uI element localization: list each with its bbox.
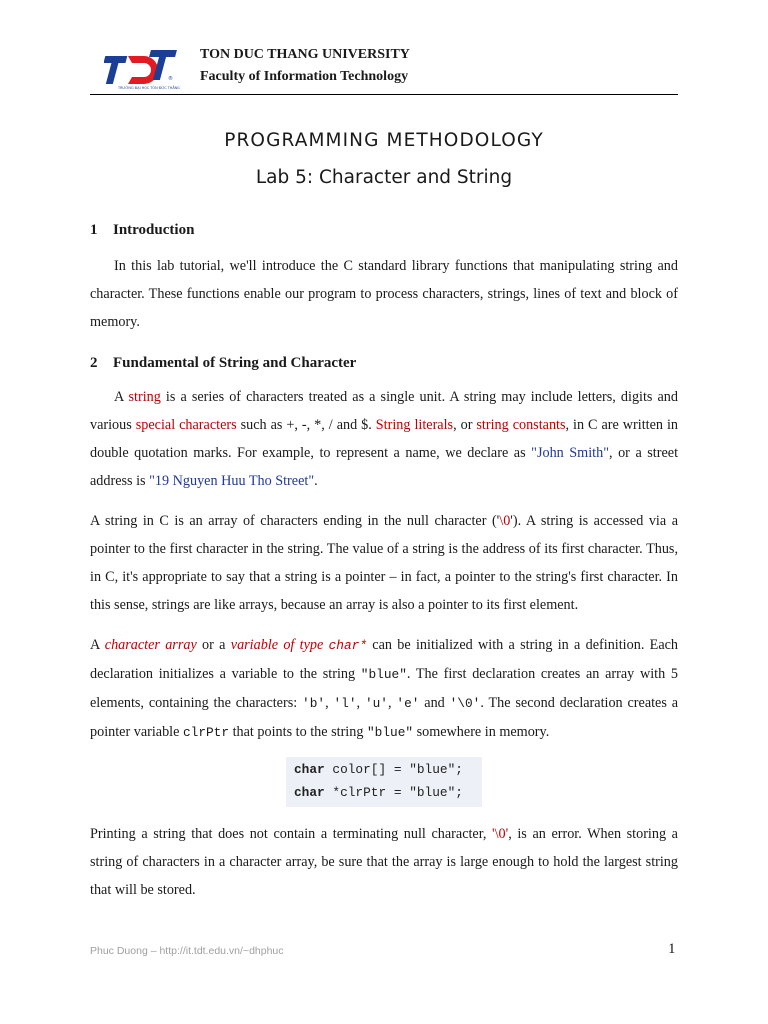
section-number: 2 bbox=[90, 355, 98, 371]
course-title: PROGRAMMING METHODOLOGY bbox=[224, 130, 544, 151]
term-char-pointer: char* bbox=[328, 638, 368, 653]
code-line-2: char *clrPtr = "blue"; bbox=[294, 785, 463, 800]
university-name: TON DUC THANG UNIVERSITY bbox=[200, 47, 410, 62]
string-definition-paragraph: A string is a series of characters treated as a single unit. A string may include letters, digits and various special characters such as +, -, *, / and $. String literals, or string constants, in C are written in double quotation marks. For example, to represent a name, we declare as "John Smith", or a street address is "19 Nguyen Huu Tho Street". bbox=[90, 389, 679, 489]
svg-text:®: ® bbox=[168, 76, 173, 82]
null-character: \0 bbox=[499, 513, 511, 529]
header-rule bbox=[90, 94, 678, 95]
null-character: '\0' bbox=[492, 826, 509, 842]
lab-title: Lab 5: Character and String bbox=[255, 167, 513, 188]
string-array-paragraph: A string in C is an array of characters ending in the null character ('\0'). A string is accessed via a pointer to the first character in the string. The value of a string is the address of its first character. Thus, in C, it's appropriate to say that a string is a pointer – in fact, a pointer to the string's first character. In this sense, strings are like arrays, because an array is also a pointer to its first element. bbox=[90, 513, 678, 613]
term-special-characters: special characters bbox=[135, 417, 237, 433]
section-title: Introduction bbox=[113, 222, 195, 238]
section-2-heading bbox=[90, 353, 356, 373]
section-title: Fundamental of String and Character bbox=[113, 355, 357, 371]
example-name: "John Smith" bbox=[531, 445, 609, 461]
university-logo bbox=[104, 46, 180, 92]
term-character-array: character array bbox=[104, 637, 197, 653]
code-block bbox=[286, 757, 482, 807]
term-string-constants: string constants bbox=[476, 417, 566, 433]
term-string: string bbox=[128, 389, 161, 405]
code-line-1: char color[] = "blue"; bbox=[294, 762, 463, 777]
null-terminator-paragraph: Printing a string that does not contain a terminating null character, '\0', is an error. When storing a string of characters in a character array, be sure that the array is large enough to hold the largest string that will be stored. bbox=[90, 826, 678, 898]
section-number: 1 bbox=[90, 222, 98, 238]
footer-author: Phuc Duong – http://it.tdt.edu.vn/~dhphuc bbox=[90, 945, 284, 957]
term-variable-of-type: variable of type bbox=[230, 637, 329, 653]
example-address: "19 Nguyen Huu Tho Street" bbox=[149, 473, 315, 489]
faculty-name: Faculty of Information Technology bbox=[200, 69, 409, 84]
term-string-literals: String literals bbox=[375, 417, 454, 433]
page-number: 1 bbox=[668, 941, 676, 957]
svg-text:TRƯỜNG ĐẠI HỌC TÔN ĐỨC THẮNG: TRƯỜNG ĐẠI HỌC TÔN ĐỨC THẮNG bbox=[118, 86, 180, 90]
intro-paragraph: In this lab tutorial, we'll introduce the C standard library functions that manipulating string and character. These functions enable our program to process characters, strings, lines of text and block of memory. bbox=[90, 258, 678, 330]
section-1-heading bbox=[90, 220, 194, 240]
char-array-paragraph: A character array or a variable of type char* can be initialized with a string in a definition. Each declaration initializes a variable to the string "blue". The first declaration creates an array with 5 elements, containing the characters: 'b', 'l', 'u', 'e' and '\0'. The second declaration creates a pointer variable clrPtr that points to the string "blue" somewhere in memory. bbox=[90, 637, 679, 740]
